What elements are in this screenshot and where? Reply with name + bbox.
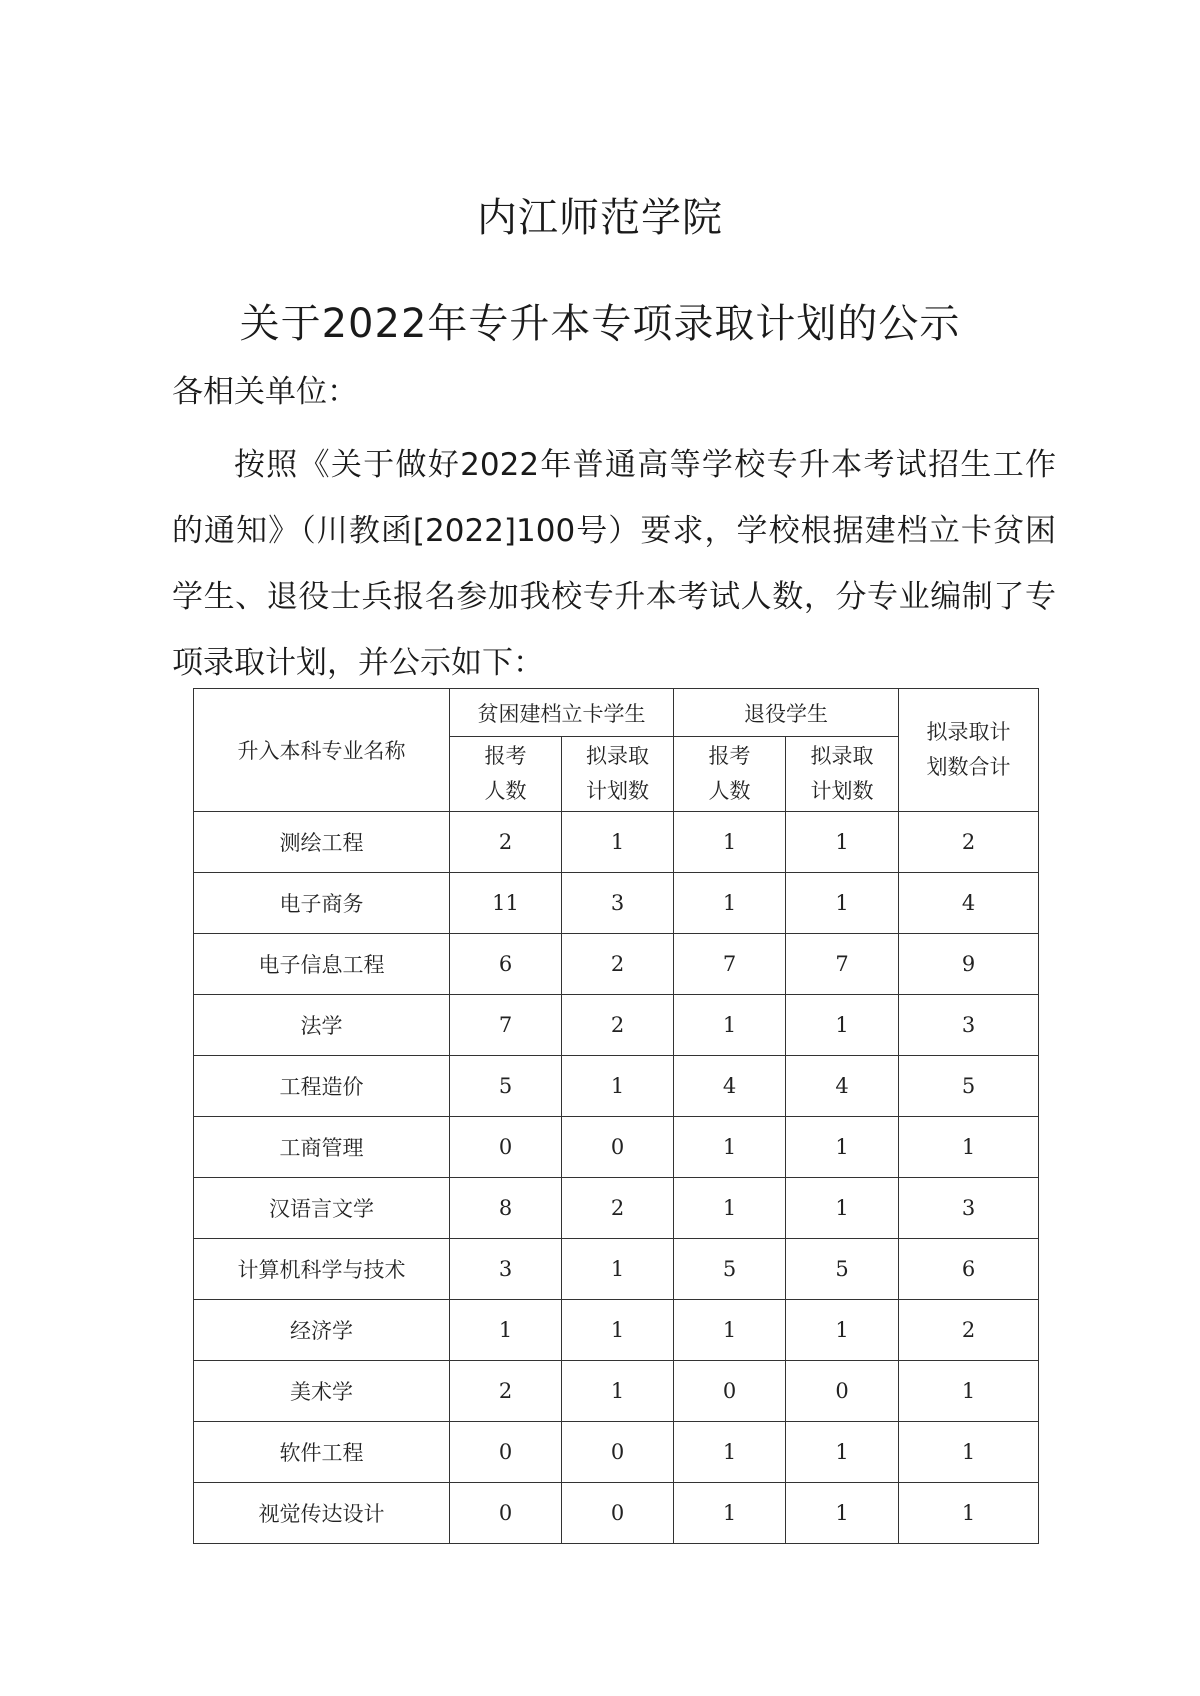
cell-total: 2 bbox=[899, 812, 1039, 873]
cell-poor-planned: 0 bbox=[562, 1117, 674, 1178]
cell-total: 3 bbox=[899, 1178, 1039, 1239]
cell-poor-planned: 1 bbox=[562, 812, 674, 873]
cell-poor-applicants: 0 bbox=[450, 1483, 562, 1544]
cell-total: 1 bbox=[899, 1422, 1039, 1483]
cell-major: 电子商务 bbox=[194, 873, 450, 934]
cell-major: 经济学 bbox=[194, 1300, 450, 1361]
table-row bbox=[194, 1300, 1039, 1361]
header-group-poor: 贫困建档立卡学生 bbox=[450, 689, 674, 737]
body-paragraph: 按照《关于做好2022年普通高等学校专升本考试招生工作的通知》（川教函[2022]100号）要求，学校根据建档立卡贫困学生、退役士兵报名参加我校专升本考试人数，分专业编制了专项录取计划，并公示如下： bbox=[172, 447, 1056, 681]
cell-total: 1 bbox=[899, 1117, 1039, 1178]
cell-poor-planned: 2 bbox=[562, 995, 674, 1056]
cell-major: 测绘工程 bbox=[194, 812, 450, 873]
cell-major: 计算机科学与技术 bbox=[194, 1239, 450, 1300]
cell-total: 6 bbox=[899, 1239, 1039, 1300]
table-row bbox=[194, 1178, 1039, 1239]
admission-plan-table bbox=[193, 688, 1039, 1544]
table-row bbox=[194, 1422, 1039, 1483]
cell-total: 1 bbox=[899, 1361, 1039, 1422]
cell-vet-planned: 5 bbox=[786, 1239, 899, 1300]
table-row bbox=[194, 1239, 1039, 1300]
cell-vet-planned: 1 bbox=[786, 812, 899, 873]
cell-vet-applicants: 1 bbox=[674, 995, 786, 1056]
cell-major: 工程造价 bbox=[194, 1056, 450, 1117]
cell-poor-planned: 2 bbox=[562, 934, 674, 995]
header-group-veteran: 退役学生 bbox=[674, 689, 899, 737]
cell-vet-applicants: 4 bbox=[674, 1056, 786, 1117]
cell-poor-applicants: 8 bbox=[450, 1178, 562, 1239]
table-row bbox=[194, 1056, 1039, 1117]
header-poor-applicants bbox=[450, 737, 562, 812]
cell-poor-applicants: 2 bbox=[450, 812, 562, 873]
header-vet-planned bbox=[786, 737, 899, 812]
table-row bbox=[194, 934, 1039, 995]
cell-vet-applicants: 1 bbox=[674, 1178, 786, 1239]
cell-vet-planned: 1 bbox=[786, 1117, 899, 1178]
cell-vet-planned: 1 bbox=[786, 1178, 899, 1239]
header-poor-planned-text: 拟录取计划数 bbox=[586, 744, 649, 803]
cell-major: 软件工程 bbox=[194, 1422, 450, 1483]
header-row-groups bbox=[194, 689, 1039, 737]
cell-major: 视觉传达设计 bbox=[194, 1483, 450, 1544]
cell-poor-applicants: 0 bbox=[450, 1422, 562, 1483]
table-row bbox=[194, 1117, 1039, 1178]
header-total-text: 拟录取计划数合计 bbox=[926, 720, 1011, 779]
header-poor-planned bbox=[562, 737, 674, 812]
header-vet-applicants bbox=[674, 737, 786, 812]
cell-major: 法学 bbox=[194, 995, 450, 1056]
table-row bbox=[194, 1483, 1039, 1544]
header-total bbox=[899, 689, 1039, 812]
cell-major: 美术学 bbox=[194, 1361, 450, 1422]
cell-vet-applicants: 0 bbox=[674, 1361, 786, 1422]
cell-vet-applicants: 1 bbox=[674, 1422, 786, 1483]
cell-vet-applicants: 1 bbox=[674, 1300, 786, 1361]
table-row bbox=[194, 995, 1039, 1056]
cell-vet-applicants: 1 bbox=[674, 1483, 786, 1544]
cell-total: 4 bbox=[899, 873, 1039, 934]
cell-vet-applicants: 7 bbox=[674, 934, 786, 995]
document-title-institution: 内江师范学院 bbox=[477, 195, 723, 241]
cell-total: 2 bbox=[899, 1300, 1039, 1361]
cell-total: 9 bbox=[899, 934, 1039, 995]
cell-vet-planned: 0 bbox=[786, 1361, 899, 1422]
cell-vet-applicants: 1 bbox=[674, 812, 786, 873]
cell-poor-applicants: 2 bbox=[450, 1361, 562, 1422]
cell-poor-applicants: 3 bbox=[450, 1239, 562, 1300]
cell-poor-planned: 1 bbox=[562, 1056, 674, 1117]
cell-poor-applicants: 1 bbox=[450, 1300, 562, 1361]
cell-total: 5 bbox=[899, 1056, 1039, 1117]
cell-poor-planned: 1 bbox=[562, 1239, 674, 1300]
cell-vet-applicants: 1 bbox=[674, 1117, 786, 1178]
cell-vet-planned: 1 bbox=[786, 1483, 899, 1544]
cell-poor-planned: 0 bbox=[562, 1422, 674, 1483]
cell-poor-applicants: 7 bbox=[450, 995, 562, 1056]
cell-total: 3 bbox=[899, 995, 1039, 1056]
cell-poor-applicants: 6 bbox=[450, 934, 562, 995]
cell-poor-planned: 3 bbox=[562, 873, 674, 934]
cell-vet-planned: 1 bbox=[786, 1300, 899, 1361]
cell-major: 汉语言文学 bbox=[194, 1178, 450, 1239]
salutation: 各相关单位： bbox=[172, 374, 358, 410]
cell-total: 1 bbox=[899, 1483, 1039, 1544]
cell-vet-planned: 1 bbox=[786, 1422, 899, 1483]
cell-major: 工商管理 bbox=[194, 1117, 450, 1178]
header-poor-applicants-text: 报考人数 bbox=[484, 744, 527, 803]
cell-vet-applicants: 5 bbox=[674, 1239, 786, 1300]
cell-poor-planned: 1 bbox=[562, 1300, 674, 1361]
header-vet-planned-text: 拟录取计划数 bbox=[810, 744, 874, 803]
table-row bbox=[194, 873, 1039, 934]
cell-vet-planned: 1 bbox=[786, 995, 899, 1056]
header-major: 升入本科专业名称 bbox=[194, 689, 450, 812]
cell-vet-applicants: 1 bbox=[674, 873, 786, 934]
cell-poor-planned: 1 bbox=[562, 1361, 674, 1422]
cell-major: 电子信息工程 bbox=[194, 934, 450, 995]
cell-poor-planned: 0 bbox=[562, 1483, 674, 1544]
header-vet-applicants-text: 报考人数 bbox=[708, 744, 751, 803]
cell-vet-planned: 1 bbox=[786, 873, 899, 934]
cell-vet-planned: 7 bbox=[786, 934, 899, 995]
document-title-subject: 关于2022年专升本专项录取计划的公示 bbox=[239, 301, 961, 347]
cell-vet-planned: 4 bbox=[786, 1056, 899, 1117]
cell-poor-applicants: 0 bbox=[450, 1117, 562, 1178]
table-row bbox=[194, 812, 1039, 873]
cell-poor-applicants: 11 bbox=[450, 873, 562, 934]
cell-poor-planned: 2 bbox=[562, 1178, 674, 1239]
table-row bbox=[194, 1361, 1039, 1422]
cell-poor-applicants: 5 bbox=[450, 1056, 562, 1117]
